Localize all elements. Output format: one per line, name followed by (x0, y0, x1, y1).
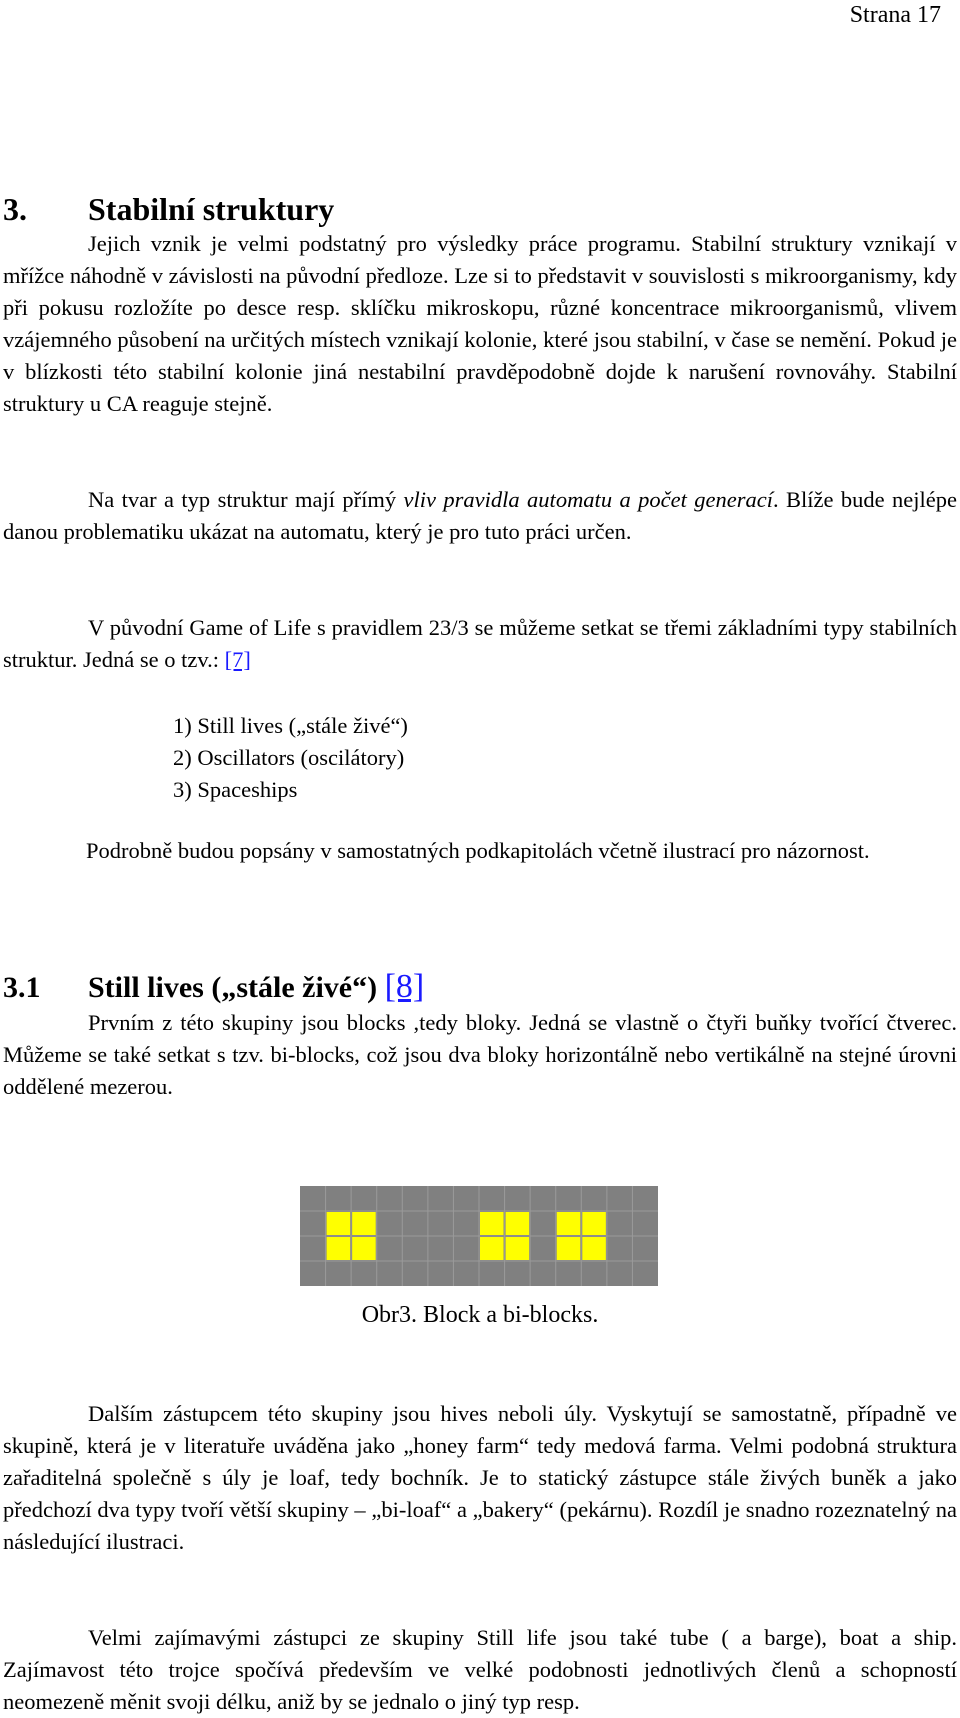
live-cell (582, 1237, 606, 1260)
list-item: 2) Oscillators (oscilátory) (173, 745, 405, 770)
block-bi-blocks-figure (300, 1186, 658, 1286)
live-cell (557, 1237, 581, 1260)
paragraph-rules-emphasis: vliv pravidla automatu a počet generací (403, 487, 773, 512)
live-cell (327, 1237, 351, 1260)
paragraph-note: Podrobně budou popsány v samostatných podkapitolách včetně ilustrací pro názornost. (86, 838, 870, 863)
subsection-heading (3, 967, 424, 1008)
paragraph-types-text: V původní Game of Life s pravidlem 23/3 se můžeme setkat se třemi základními typy stabilních struktur. Jedná se o tzv.: (3, 615, 957, 672)
section-number: 3. (3, 191, 27, 227)
list-item: 3) Spaceships (173, 777, 298, 802)
live-cell (352, 1212, 376, 1235)
figure-caption: Obr3. Block a bi-blocks. (361, 1302, 599, 1328)
page-number: Strana 17 (849, 2, 941, 28)
paragraph-tubes: Velmi zajímavými zástupci ze skupiny Still life jsou také tube ( a barge), boat a ship. Zajímavost této trojce spočívá především ve velké podobnosti jednotlivých členů a schopností neomezeně měnit svoji délku, aniž by se jednalo o jiný typ resp. (3, 1625, 957, 1714)
live-cell (582, 1212, 606, 1235)
reference-link-8[interactable]: [8] (384, 968, 425, 1005)
section-title: Stabilní struktury (88, 191, 335, 227)
live-cell (480, 1237, 504, 1260)
live-cell (352, 1237, 376, 1260)
live-cell (327, 1212, 351, 1235)
paragraph-hives: Dalším zástupcem této skupiny jsou hives neboli úly. Vyskytují se samostatně, případně ve skupině, která je v literatuře uváděna jako „honey farm“ tedy medová farma. Velmi podobná struktura zařaditelná společně s úly je loaf, tedy bochník. Je to statický zástupce stále živých buněk a jako předchozí dva typy tvoří větší skupiny – „bi-loaf“ a „bakery“ (pekárnu). Rozdíl je snadno rozeznatelný na následující ilustraci. (3, 1401, 957, 1554)
paragraph-types (3, 612, 957, 676)
reference-link-7[interactable]: [7] (224, 647, 251, 672)
paragraph-intro: Jejich vznik je velmi podstatný pro výsledky práce programu. Stabilní struktury vznikají v mřížce náhodně v závislosti na původní předloze. Lze si to představit v souvislosti s mikroorganismy, kdy při pokusu rozložíte po desce resp. sklíčku mikroskopu, různé koncentrace mikroorganismů, vlivem vzájemného působení na určitých místech vznikají kolonie, které jsou stabilní, v čase se nemění. Pokud je v blízkosti této stabilní kolonie jiná nestabilní pravděpodobně dojde k narušení rovnováhy. Stabilní struktury u CA reaguje stejně. (3, 231, 957, 416)
paragraph-rules-rest: . Blíže bude nejlépe danou problematiku ukázat na automatu, který je pro tuto práci určen. (3, 487, 958, 544)
paragraph-blocks: Prvním z této skupiny jsou blocks ,tedy bloky. Jedná se vlastně o čtyři buňky tvořící čtverec. Můžeme se také setkat s tzv. bi-blocks, což jsou dva bloky horizontálně nebo vertikálně na stejné úrovni oddělené mezerou. (3, 1010, 957, 1099)
live-cell (557, 1212, 581, 1235)
grid-svg (300, 1186, 658, 1286)
paragraph-rules-text: Na tvar a typ struktur mají přímý (88, 487, 404, 512)
live-cell (480, 1212, 504, 1235)
list-item: 1) Still lives („stále živé“) (173, 713, 408, 738)
section-heading (3, 189, 334, 229)
paragraph-rules (3, 484, 957, 548)
subsection-title: Still lives („stále živé“) (88, 971, 385, 1004)
subsection-number: 3.1 (3, 971, 41, 1004)
live-cell (506, 1237, 530, 1260)
live-cell (506, 1212, 530, 1235)
structure-type-list (173, 710, 408, 806)
